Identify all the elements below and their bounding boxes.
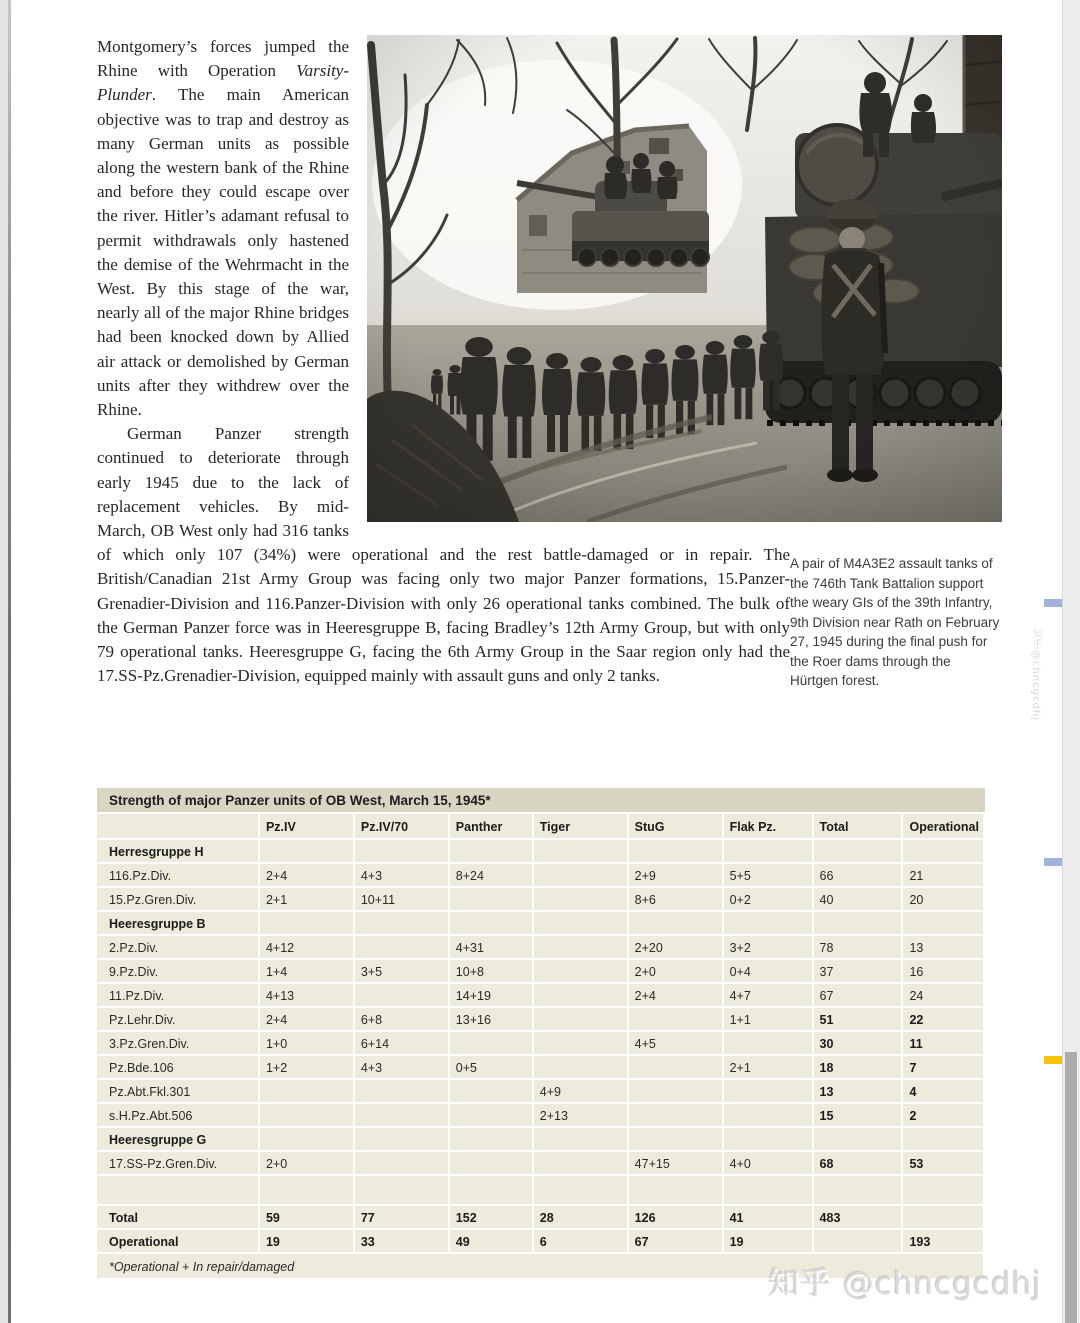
- table-cell: [814, 840, 904, 864]
- table-cell: 0+2: [724, 888, 814, 912]
- table-cell: [724, 1128, 814, 1152]
- table-cell: s.H.Pz.Abt.506: [97, 1104, 260, 1128]
- table-row: [97, 1104, 985, 1128]
- table-cell: 152: [450, 1206, 534, 1230]
- table-cell: 67: [814, 984, 904, 1008]
- table-row: [97, 1080, 985, 1104]
- table-cell: [260, 912, 355, 936]
- table-cell: 2+4: [260, 864, 355, 888]
- table-cell: 4+9: [534, 1080, 629, 1104]
- table-cell: 4+5: [629, 1032, 724, 1056]
- table-cell: [629, 1176, 724, 1206]
- panzer-strength-table-block: [97, 788, 985, 1280]
- table-cell: 2+9: [629, 864, 724, 888]
- table-cell: [450, 1128, 534, 1152]
- table-cell: 1+1: [724, 1008, 814, 1032]
- table-cell: 4+3: [355, 1056, 450, 1080]
- column-header: Operational: [903, 814, 985, 840]
- table-cell: [260, 1176, 355, 1206]
- table-cell: [450, 1152, 534, 1176]
- panzer-table: [97, 814, 985, 1280]
- table-cell: [724, 1080, 814, 1104]
- group-label-cell: Heeresgruppe B: [97, 912, 260, 936]
- war-photo: [367, 35, 1002, 522]
- table-cell: 4+7: [724, 984, 814, 1008]
- table-cell: 4+31: [450, 936, 534, 960]
- table-cell: 1+4: [260, 960, 355, 984]
- table-row: [97, 936, 985, 960]
- table-cell: 13+16: [450, 1008, 534, 1032]
- table-row: [97, 984, 985, 1008]
- table-cell: 2+20: [629, 936, 724, 960]
- table-row: [97, 864, 985, 888]
- table-cell: 2.Pz.Div.: [97, 936, 260, 960]
- table-cell: [724, 912, 814, 936]
- table-cell: [450, 888, 534, 912]
- table-cell: [355, 912, 450, 936]
- table-cell: 14+19: [450, 984, 534, 1008]
- table-cell: 3.Pz.Gren.Div.: [97, 1032, 260, 1056]
- table-cell: [534, 888, 629, 912]
- paragraph-1-continued: . The main American objective was to trap and destroy as many German units as possible along the western bank of the Rhine and before they could escape over the river. Hitler’s adamant refusal to permit withdrawals only hastened the demise of the Wehrmacht in the West. By this stage of the war, nearly all of the major Rhine bridges had been knocked down by Allied air attack or demolished by German units after they withdrew over the Rhine.: [97, 85, 349, 420]
- table-cell: 8+24: [450, 864, 534, 888]
- table-cell: 11.Pz.Div.: [97, 984, 260, 1008]
- table-row: [97, 912, 985, 936]
- photo-caption: A pair of M4A3E2 assault tanks of the 746th Tank Battalion support the weary GIs of the 39th Infantry, 9th Division near Rath on February 27, 1945 during the final push for the Roer dams through the Hürtgen forest.: [790, 556, 1000, 689]
- table-cell: [814, 1176, 904, 1206]
- table-cell: 17.SS-Pz.Gren.Div.: [97, 1152, 260, 1176]
- table-cell: [903, 1176, 985, 1206]
- photo-block: [367, 35, 1002, 522]
- table-header: [97, 814, 985, 840]
- table-cell: 2+4: [260, 1008, 355, 1032]
- table-cell: [724, 1176, 814, 1206]
- table-row: [97, 960, 985, 984]
- table-cell: 24: [903, 984, 985, 1008]
- table-cell: 22: [903, 1008, 985, 1032]
- table-cell: 59: [260, 1206, 355, 1230]
- table-cell: 7: [903, 1056, 985, 1080]
- zhihu-watermark: 知乎 @chncgcdhj: [768, 1266, 1042, 1302]
- column-header: Panther: [450, 814, 534, 840]
- table-cell: 16: [903, 960, 985, 984]
- table-title: Strength of major Panzer units of OB West, March 15, 1945*: [97, 788, 985, 812]
- table-cell: [260, 1080, 355, 1104]
- table-cell: [629, 912, 724, 936]
- group-label-cell: Herresgruppe H: [97, 840, 260, 864]
- column-header: Total: [814, 814, 904, 840]
- table-cell: 193: [903, 1230, 985, 1254]
- table-cell: 28: [534, 1206, 629, 1230]
- table-cell: [534, 1056, 629, 1080]
- table-cell: [724, 1104, 814, 1128]
- table-cell: 37: [814, 960, 904, 984]
- table-cell: [260, 1128, 355, 1152]
- column-header: Pz.IV: [260, 814, 355, 840]
- table-cell: 2+4: [629, 984, 724, 1008]
- table-cell: 1+0: [260, 1032, 355, 1056]
- table-cell: 33: [355, 1230, 450, 1254]
- table-cell: [534, 1176, 629, 1206]
- table-cell: 2+0: [260, 1152, 355, 1176]
- table-cell: 47+15: [629, 1152, 724, 1176]
- table-cell: 10+8: [450, 960, 534, 984]
- side-watermark: 知乎@chncgcdhj: [1030, 628, 1041, 721]
- table-cell: [355, 936, 450, 960]
- table-cell: 126: [629, 1206, 724, 1230]
- table-cell: [450, 1104, 534, 1128]
- table-cell: 2+1: [260, 888, 355, 912]
- operation-name-italic: Varsity-Plunder: [97, 61, 349, 105]
- table-cell: [814, 912, 904, 936]
- table-cell: [355, 984, 450, 1008]
- table-row: [97, 1032, 985, 1056]
- table-cell: [534, 912, 629, 936]
- table-cell: 0+5: [450, 1056, 534, 1080]
- table-cell: [724, 1032, 814, 1056]
- scroll-marker-blue-1[interactable]: [1044, 599, 1062, 607]
- table-cell: [724, 840, 814, 864]
- table-cell: [450, 912, 534, 936]
- table-cell: 13: [814, 1080, 904, 1104]
- table-cell: 41: [724, 1206, 814, 1230]
- table-cell: 2+1: [724, 1056, 814, 1080]
- table-cell: [450, 1080, 534, 1104]
- table-cell: [903, 840, 985, 864]
- table-cell: 67: [629, 1230, 724, 1254]
- table-cell: 19: [724, 1230, 814, 1254]
- table-cell: 6: [534, 1230, 629, 1254]
- column-header: Pz.IV/70: [355, 814, 450, 840]
- table-cell: 6+8: [355, 1008, 450, 1032]
- table-row: [97, 1056, 985, 1080]
- table-cell: [450, 1032, 534, 1056]
- table-cell: 10+11: [355, 888, 450, 912]
- table-cell: [629, 1080, 724, 1104]
- table-cell: 77: [355, 1206, 450, 1230]
- table-cell: [534, 984, 629, 1008]
- table-cell: 15: [814, 1104, 904, 1128]
- table-cell: 53: [903, 1152, 985, 1176]
- table-cell: [97, 1176, 260, 1206]
- table-cell: [629, 1128, 724, 1152]
- table-cell: [534, 1032, 629, 1056]
- table-cell: 2+13: [534, 1104, 629, 1128]
- table-cell: [534, 840, 629, 864]
- table-cell: 68: [814, 1152, 904, 1176]
- table-cell: 15.Pz.Gren.Div.: [97, 888, 260, 912]
- war-photo-illustration: [367, 35, 1002, 522]
- paragraph-1-text: Montgomery’s forces jumped the Rhine with Operation: [97, 37, 349, 81]
- table-cell: 4+0: [724, 1152, 814, 1176]
- table-cell: [814, 1128, 904, 1152]
- table-cell: 21: [903, 864, 985, 888]
- group-label-cell: Heeresgruppe G: [97, 1128, 260, 1152]
- column-header: [97, 814, 260, 840]
- table-cell: Total: [97, 1206, 260, 1230]
- table-cell: [629, 1008, 724, 1032]
- column-header: StuG: [629, 814, 724, 840]
- table-row: [97, 1230, 985, 1254]
- table-cell: [450, 1176, 534, 1206]
- table-cell: 4+13: [260, 984, 355, 1008]
- table-cell: [903, 1128, 985, 1152]
- scroll-marker-blue-2[interactable]: [1044, 858, 1062, 866]
- table-cell: 0+4: [724, 960, 814, 984]
- table-cell: 49: [450, 1230, 534, 1254]
- table-cell: Operational: [97, 1230, 260, 1254]
- table-cell: [355, 1152, 450, 1176]
- scroll-marker-yellow[interactable]: [1044, 1056, 1062, 1064]
- table-cell: 19: [260, 1230, 355, 1254]
- table-cell: 8+6: [629, 888, 724, 912]
- table-cell: 116.Pz.Div.: [97, 864, 260, 888]
- table-cell: 5+5: [724, 864, 814, 888]
- table-row: [97, 1008, 985, 1032]
- table-cell: 1+2: [260, 1056, 355, 1080]
- table-cell: [534, 1128, 629, 1152]
- article-body: [97, 35, 1002, 788]
- table-cell: Pz.Abt.Fkl.301: [97, 1080, 260, 1104]
- table-cell: 2: [903, 1104, 985, 1128]
- table-cell: [534, 864, 629, 888]
- table-row: [97, 888, 985, 912]
- column-header: Tiger: [534, 814, 629, 840]
- table-cell: 4: [903, 1080, 985, 1104]
- table-cell: [355, 1176, 450, 1206]
- table-cell: 20: [903, 888, 985, 912]
- table-cell: 6+14: [355, 1032, 450, 1056]
- table-cell: 483: [814, 1206, 904, 1230]
- table-cell: 11: [903, 1032, 985, 1056]
- table-cell: [629, 840, 724, 864]
- table-row: [97, 1206, 985, 1230]
- table-cell: [355, 1080, 450, 1104]
- table-cell: 13: [903, 936, 985, 960]
- table-cell: [355, 1104, 450, 1128]
- table-row: [97, 840, 985, 864]
- table-cell: 9.Pz.Div.: [97, 960, 260, 984]
- scrollbar-thumb[interactable]: [1065, 1052, 1077, 1323]
- table-cell: 30: [814, 1032, 904, 1056]
- table-cell: [450, 840, 534, 864]
- table-cell: 2+0: [629, 960, 724, 984]
- table-footnote: *Operational + In repair/damaged: [97, 1254, 985, 1280]
- table-cell: 4+12: [260, 936, 355, 960]
- table-cell: 3+2: [724, 936, 814, 960]
- table-cell: 4+3: [355, 864, 450, 888]
- table-cell: [260, 1104, 355, 1128]
- table-cell: 40: [814, 888, 904, 912]
- table-cell: [534, 936, 629, 960]
- table-body: [97, 840, 985, 1280]
- table-cell: [903, 912, 985, 936]
- table-header-row: [97, 814, 985, 840]
- table-cell: Pz.Lehr.Div.: [97, 1008, 260, 1032]
- column-header: Flak Pz.: [724, 814, 814, 840]
- table-cell: 18: [814, 1056, 904, 1080]
- table-cell: [534, 1008, 629, 1032]
- table-cell: 51: [814, 1008, 904, 1032]
- table-cell: 78: [814, 936, 904, 960]
- scan-edge-line: [8, 0, 11, 1323]
- table-cell: [903, 1206, 985, 1230]
- table-cell: 66: [814, 864, 904, 888]
- table-cell: [629, 1056, 724, 1080]
- table-cell: Pz.Bde.106: [97, 1056, 260, 1080]
- table-row: [97, 1176, 985, 1206]
- table-cell: [355, 1128, 450, 1152]
- scan-edge-left: [0, 0, 8, 1323]
- table-row: [97, 1128, 985, 1152]
- table-row: [97, 1152, 985, 1176]
- table-cell: [260, 840, 355, 864]
- table-cell: [814, 1230, 904, 1254]
- paragraph-2: German Panzer strength continued to deteriorate through early 1945 due to the lack of replacement vehicles. By mid-March, OB West only had 316 tanks of which only 107 (34%) were operational and the rest battle-damaged or in repair. The British/Canadian 21st Army Group was facing only two major Panzer formations, 15.Panzer-Grenadier-Division and 116.Panzer-Division with only 26 operational tanks combined. The bulk of the German Panzer force was in Heeresgruppe B, facing Bradley’s 12th Army Group, but with only 79 operational tanks. Heeresgruppe G, facing the 6th Army Group in the Saar region only had the 17.SS-Pz.Grenadier-Division, equipped mainly with assault guns and only 2 tanks.: [97, 424, 790, 686]
- table-cell: [355, 840, 450, 864]
- table-cell: [534, 1152, 629, 1176]
- table-cell: [534, 960, 629, 984]
- table-cell: [629, 1104, 724, 1128]
- table-cell: 3+5: [355, 960, 450, 984]
